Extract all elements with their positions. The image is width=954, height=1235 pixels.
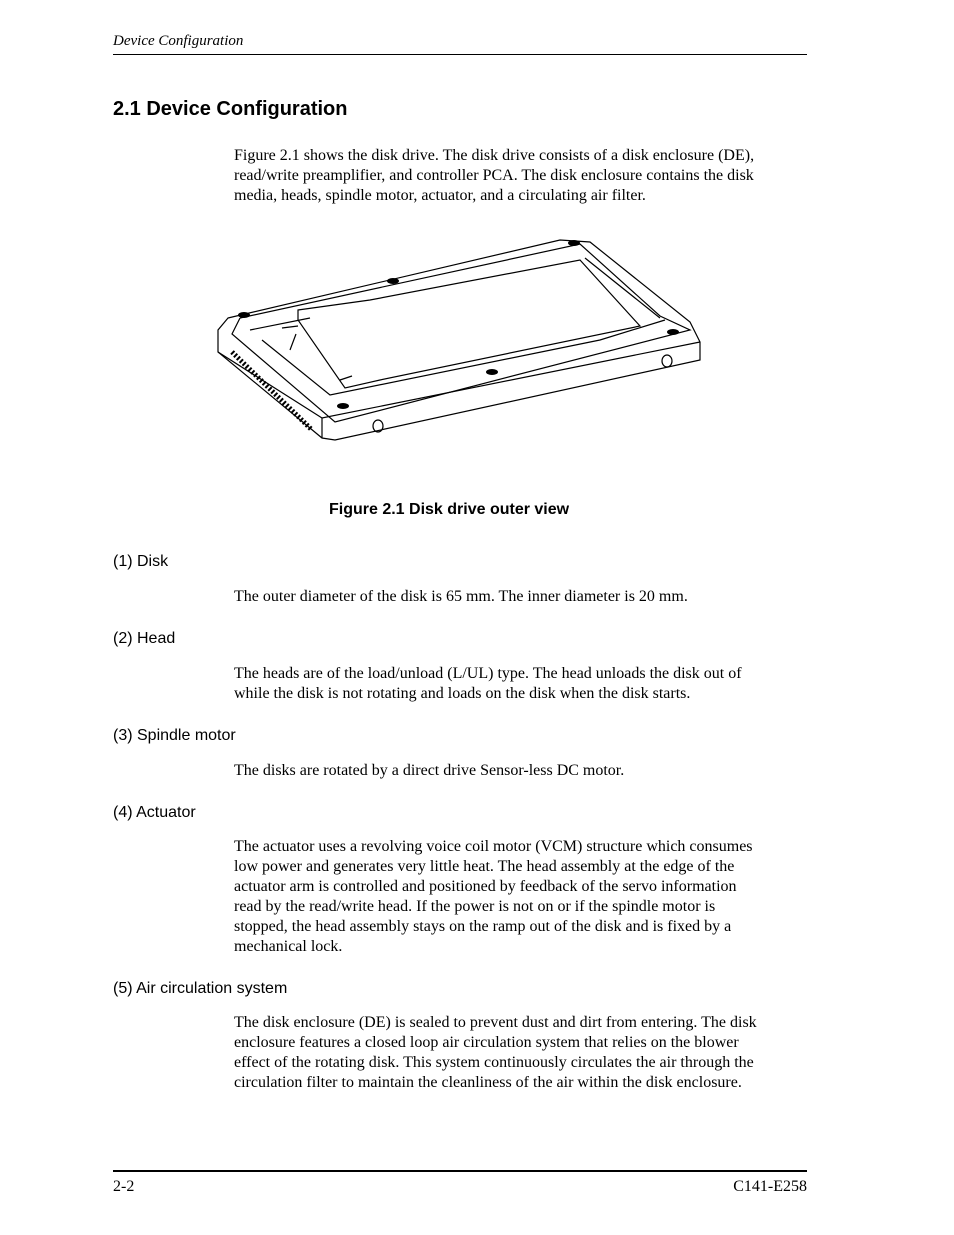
text-line: The disk enclosure (DE) is sealed to prevent dust and dirt from entering. The disk <box>234 1014 757 1031</box>
text-line: The disks are rotated by a direct drive Sensor-less DC motor. <box>234 762 625 779</box>
text-line: The outer diameter of the disk is 65 mm. The inner diameter is 20 mm. <box>234 588 688 605</box>
text-line: mechanical lock. <box>234 938 343 955</box>
item-paragraph <box>234 761 814 781</box>
item-heading-actuator: (4) Actuator <box>113 804 196 821</box>
text-line: read/write preamplifier, and controller PCA. The disk enclosure contains the disk <box>234 167 754 184</box>
text-line: circulation filter to maintain the cleanliness of the air within the disk enclosure. <box>234 1074 742 1091</box>
figure-caption: Figure 2.1 Disk drive outer view <box>329 501 570 518</box>
item-paragraph <box>234 664 814 704</box>
item-paragraph <box>234 837 814 957</box>
text-line: actuator arm is controlled and positioned by feedback of the servo information <box>234 878 737 895</box>
item-heading-air-circulation: (5) Air circulation system <box>113 980 288 997</box>
running-header: Device Configuration <box>113 33 244 49</box>
text-line: The heads are of the load/unload (L/UL) type. The head unloads the disk out of <box>234 665 742 682</box>
item-paragraph <box>234 587 814 607</box>
text-line: while the disk is not rotating and loads on the disk when the disk starts. <box>234 685 691 702</box>
text-line: Figure 2.1 shows the disk drive. The disk drive consists of a disk enclosure (DE), <box>234 147 755 164</box>
text-line: media, heads, spindle motor, actuator, and a circulating air filter. <box>234 187 646 204</box>
disk-drive-illustration <box>0 0 954 500</box>
footer-rule <box>113 1170 807 1172</box>
text-line: read by the read/write head. If the power is not on or if the spindle motor is <box>234 898 716 915</box>
item-heading-head: (2) Head <box>113 630 176 647</box>
text-line: enclosure features a closed loop air circulation system that relies on the blower <box>234 1034 739 1051</box>
section-title: 2.1 Device Configuration <box>113 98 348 120</box>
document-id: C141-E258 <box>733 1178 807 1195</box>
text-line: low power and generates very little heat. The head assembly at the edge of the <box>234 858 735 875</box>
text-line: stopped, the head assembly stays on the ramp out of the disk and is fixed by a <box>234 918 732 935</box>
text-line: effect of the rotating disk. This system continuously circulates the air through the <box>234 1054 754 1071</box>
item-paragraph <box>234 1013 814 1093</box>
page-number: 2-2 <box>113 1178 135 1195</box>
text-line: The actuator uses a revolving voice coil motor (VCM) structure which consumes <box>234 838 753 855</box>
item-heading-disk: (1) Disk <box>113 553 169 570</box>
item-heading-spindle-motor: (3) Spindle motor <box>113 727 236 744</box>
